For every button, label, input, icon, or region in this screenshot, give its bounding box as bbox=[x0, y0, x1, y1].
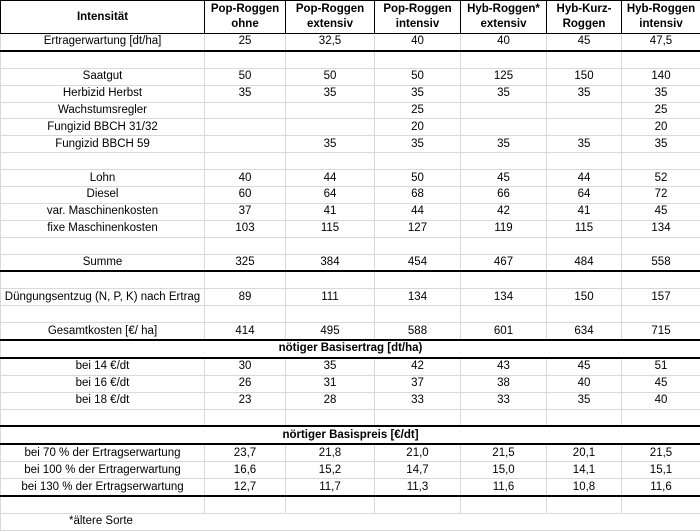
cell-value: 35 bbox=[547, 136, 622, 153]
table-row bbox=[1, 358, 700, 375]
cell-value bbox=[205, 153, 286, 170]
row-label: Wachstumsregler bbox=[1, 102, 205, 119]
cell-value bbox=[461, 51, 547, 68]
cell-value: 20 bbox=[375, 119, 461, 136]
cell-value bbox=[286, 409, 375, 426]
row-label bbox=[1, 306, 205, 323]
cell-value: 20 bbox=[622, 119, 700, 136]
cell-value: 35 bbox=[375, 85, 461, 102]
cell-value bbox=[547, 271, 622, 288]
cell-value bbox=[622, 306, 700, 323]
table-row bbox=[1, 323, 700, 340]
cell-value: 21,8 bbox=[286, 444, 375, 461]
cell-value: 14,1 bbox=[547, 462, 622, 479]
row-label: bei 18 €/dt bbox=[1, 392, 205, 409]
cell-value: 414 bbox=[205, 323, 286, 340]
cell-value bbox=[547, 153, 622, 170]
row-label: Düngungsentzug (N, P, K) nach Ertrag bbox=[1, 289, 205, 306]
header-row bbox=[1, 1, 700, 34]
cell-value bbox=[622, 51, 700, 68]
cell-value: 134 bbox=[375, 289, 461, 306]
cell-value: 25 bbox=[375, 102, 461, 119]
cell-value: 50 bbox=[375, 68, 461, 85]
cell-value: 10,8 bbox=[547, 479, 622, 496]
cell-value: 558 bbox=[622, 254, 700, 271]
row-label: Ertragerwartung [dt/ha] bbox=[1, 34, 205, 51]
cell-value: 21,5 bbox=[622, 444, 700, 461]
footnote: *ältere Sorte bbox=[1, 513, 700, 530]
cell-value: 11,6 bbox=[622, 479, 700, 496]
cell-value: 32,5 bbox=[286, 34, 375, 51]
table-row bbox=[1, 51, 700, 68]
section-row bbox=[1, 426, 700, 444]
cell-value: 325 bbox=[205, 254, 286, 271]
cell-value: 454 bbox=[375, 254, 461, 271]
cell-value bbox=[286, 306, 375, 323]
cell-value: 125 bbox=[461, 68, 547, 85]
section-heading: nötiger Basisertrag [dt/ha) bbox=[1, 340, 700, 358]
table-row bbox=[1, 289, 700, 306]
cell-value: 157 bbox=[622, 289, 700, 306]
row-label: bei 14 €/dt bbox=[1, 358, 205, 375]
cell-value bbox=[205, 237, 286, 254]
cell-value: 42 bbox=[375, 358, 461, 375]
cell-value: 44 bbox=[375, 203, 461, 220]
cell-value: 45 bbox=[547, 358, 622, 375]
header-col-5: Hyb-Kurz- Roggen bbox=[547, 1, 622, 34]
cell-value bbox=[461, 496, 547, 513]
cell-value: 31 bbox=[286, 375, 375, 392]
cell-value: 42 bbox=[461, 203, 547, 220]
cell-value bbox=[547, 102, 622, 119]
row-label: bei 16 €/dt bbox=[1, 375, 205, 392]
table-row bbox=[1, 254, 700, 271]
cell-value bbox=[205, 102, 286, 119]
table-row bbox=[1, 153, 700, 170]
row-label: bei 100 % der Ertragerwartung bbox=[1, 462, 205, 479]
cell-value: 41 bbox=[286, 203, 375, 220]
row-label: Diesel bbox=[1, 187, 205, 204]
table-row bbox=[1, 444, 700, 461]
cell-value bbox=[547, 496, 622, 513]
row-label: Fungizid BBCH 31/32 bbox=[1, 119, 205, 136]
cell-value: 44 bbox=[547, 170, 622, 187]
cell-value bbox=[286, 119, 375, 136]
cell-value: 64 bbox=[286, 187, 375, 204]
row-label bbox=[1, 51, 205, 68]
cell-value: 35 bbox=[286, 358, 375, 375]
cell-value: 35 bbox=[622, 85, 700, 102]
cell-value: 119 bbox=[461, 220, 547, 237]
cell-value: 72 bbox=[622, 187, 700, 204]
cell-value bbox=[375, 237, 461, 254]
cell-value bbox=[461, 306, 547, 323]
cell-value bbox=[461, 237, 547, 254]
cell-value: 150 bbox=[547, 68, 622, 85]
cell-value bbox=[461, 119, 547, 136]
row-label: bei 130 % der Ertragserwartung bbox=[1, 479, 205, 496]
cell-value: 68 bbox=[375, 187, 461, 204]
cell-value: 20,1 bbox=[547, 444, 622, 461]
cell-value: 150 bbox=[547, 289, 622, 306]
table-row bbox=[1, 375, 700, 392]
cell-value bbox=[375, 51, 461, 68]
cell-value: 66 bbox=[461, 187, 547, 204]
cell-value: 64 bbox=[547, 187, 622, 204]
table-row bbox=[1, 85, 700, 102]
cell-value: 134 bbox=[461, 289, 547, 306]
cell-value: 134 bbox=[622, 220, 700, 237]
cell-value bbox=[375, 409, 461, 426]
cell-value: 45 bbox=[547, 34, 622, 51]
cell-value: 43 bbox=[461, 358, 547, 375]
cell-value bbox=[547, 237, 622, 254]
table-row bbox=[1, 136, 700, 153]
cell-value: 35 bbox=[461, 85, 547, 102]
cell-value bbox=[286, 496, 375, 513]
cell-value bbox=[286, 102, 375, 119]
cell-value: 115 bbox=[286, 220, 375, 237]
cell-value bbox=[622, 409, 700, 426]
cell-value: 37 bbox=[375, 375, 461, 392]
cell-value: 40 bbox=[622, 392, 700, 409]
table-row bbox=[1, 271, 700, 288]
row-label: Saatgut bbox=[1, 68, 205, 85]
cell-value: 50 bbox=[375, 170, 461, 187]
cell-value: 111 bbox=[286, 289, 375, 306]
cell-value bbox=[461, 102, 547, 119]
header-col-2: Pop-Roggen extensiv bbox=[286, 1, 375, 34]
table-row bbox=[1, 392, 700, 409]
table-row bbox=[1, 102, 700, 119]
table-row bbox=[1, 34, 700, 51]
cell-value: 467 bbox=[461, 254, 547, 271]
cell-value: 35 bbox=[286, 85, 375, 102]
cell-value: 33 bbox=[461, 392, 547, 409]
table-row bbox=[1, 119, 700, 136]
section-row bbox=[1, 340, 700, 358]
cell-value: 33 bbox=[375, 392, 461, 409]
section-heading: nörtiger Basispreis [€/dt] bbox=[1, 426, 700, 444]
table-row bbox=[1, 479, 700, 496]
cell-value bbox=[461, 271, 547, 288]
cell-value: 47,5 bbox=[622, 34, 700, 51]
cell-value: 60 bbox=[205, 187, 286, 204]
cell-value: 38 bbox=[461, 375, 547, 392]
cell-value: 115 bbox=[547, 220, 622, 237]
cell-value: 12,7 bbox=[205, 479, 286, 496]
cell-value: 28 bbox=[286, 392, 375, 409]
cell-value bbox=[205, 271, 286, 288]
cell-value: 35 bbox=[547, 85, 622, 102]
cell-value bbox=[286, 153, 375, 170]
cell-value: 103 bbox=[205, 220, 286, 237]
row-label: Herbizid Herbst bbox=[1, 85, 205, 102]
table-row bbox=[1, 187, 700, 204]
row-label: Fungizid BBCH 59 bbox=[1, 136, 205, 153]
cell-value: 127 bbox=[375, 220, 461, 237]
cell-value bbox=[547, 119, 622, 136]
cell-value: 384 bbox=[286, 254, 375, 271]
row-label bbox=[1, 409, 205, 426]
cell-value bbox=[205, 409, 286, 426]
cell-value: 50 bbox=[286, 68, 375, 85]
table-body bbox=[1, 1, 700, 531]
cell-value: 634 bbox=[547, 323, 622, 340]
cell-value: 40 bbox=[375, 34, 461, 51]
header-col-1: Pop-Roggen ohne bbox=[205, 1, 286, 34]
cell-value: 588 bbox=[375, 323, 461, 340]
cell-value bbox=[205, 119, 286, 136]
cell-value: 51 bbox=[622, 358, 700, 375]
table-row bbox=[1, 68, 700, 85]
cell-value: 601 bbox=[461, 323, 547, 340]
cell-value: 11,3 bbox=[375, 479, 461, 496]
cell-value bbox=[461, 409, 547, 426]
cell-value: 484 bbox=[547, 254, 622, 271]
cell-value: 89 bbox=[205, 289, 286, 306]
cell-value: 16,6 bbox=[205, 462, 286, 479]
cell-value bbox=[205, 136, 286, 153]
cell-value bbox=[622, 237, 700, 254]
footnote-row bbox=[1, 513, 700, 530]
cell-value: 30 bbox=[205, 358, 286, 375]
cell-value: 40 bbox=[547, 375, 622, 392]
table-row bbox=[1, 409, 700, 426]
cell-value: 25 bbox=[622, 102, 700, 119]
cell-value: 11,7 bbox=[286, 479, 375, 496]
cell-value: 50 bbox=[205, 68, 286, 85]
cell-value: 140 bbox=[622, 68, 700, 85]
table-row bbox=[1, 203, 700, 220]
cell-value: 715 bbox=[622, 323, 700, 340]
cell-value: 23,7 bbox=[205, 444, 286, 461]
row-label: Lohn bbox=[1, 170, 205, 187]
cell-value: 35 bbox=[622, 136, 700, 153]
cell-value bbox=[375, 271, 461, 288]
cell-value: 45 bbox=[622, 375, 700, 392]
cell-value: 45 bbox=[461, 170, 547, 187]
cell-value bbox=[286, 271, 375, 288]
cell-value bbox=[286, 51, 375, 68]
cell-value bbox=[622, 153, 700, 170]
cell-value: 25 bbox=[205, 34, 286, 51]
cell-value bbox=[205, 51, 286, 68]
cell-value bbox=[375, 153, 461, 170]
cell-value: 35 bbox=[286, 136, 375, 153]
cell-value: 15,2 bbox=[286, 462, 375, 479]
cell-value: 23 bbox=[205, 392, 286, 409]
cell-value: 35 bbox=[205, 85, 286, 102]
cell-value: 44 bbox=[286, 170, 375, 187]
row-label: Gesamtkosten [€/ ha] bbox=[1, 323, 205, 340]
cell-value: 495 bbox=[286, 323, 375, 340]
header-col-4: Hyb-Roggen* extensiv bbox=[461, 1, 547, 34]
cell-value: 41 bbox=[547, 203, 622, 220]
table-row bbox=[1, 306, 700, 323]
cell-value bbox=[286, 237, 375, 254]
cell-value: 11,6 bbox=[461, 479, 547, 496]
row-label: bei 70 % der Ertragserwartung bbox=[1, 444, 205, 461]
header-intensitaet: Intensität bbox=[1, 1, 205, 34]
cell-value: 40 bbox=[205, 170, 286, 187]
cell-value bbox=[205, 496, 286, 513]
row-label: var. Maschinenkosten bbox=[1, 203, 205, 220]
cell-value bbox=[622, 496, 700, 513]
row-label: fixe Maschinenkosten bbox=[1, 220, 205, 237]
row-label bbox=[1, 237, 205, 254]
cell-value: 14,7 bbox=[375, 462, 461, 479]
cell-value bbox=[205, 306, 286, 323]
cell-value bbox=[622, 271, 700, 288]
cell-value bbox=[461, 153, 547, 170]
cell-value: 45 bbox=[622, 203, 700, 220]
cell-value: 21,0 bbox=[375, 444, 461, 461]
cell-value bbox=[547, 51, 622, 68]
cell-value: 26 bbox=[205, 375, 286, 392]
cell-value: 35 bbox=[547, 392, 622, 409]
cell-value: 40 bbox=[461, 34, 547, 51]
row-label bbox=[1, 496, 205, 513]
header-col-6: Hyb-Roggen intensiv bbox=[622, 1, 700, 34]
cell-value: 52 bbox=[622, 170, 700, 187]
cell-value: 15,0 bbox=[461, 462, 547, 479]
table-row bbox=[1, 220, 700, 237]
table-row bbox=[1, 170, 700, 187]
cell-value: 35 bbox=[461, 136, 547, 153]
cell-value bbox=[375, 496, 461, 513]
row-label: Summe bbox=[1, 254, 205, 271]
cell-value bbox=[547, 306, 622, 323]
cell-value: 37 bbox=[205, 203, 286, 220]
table-row bbox=[1, 237, 700, 254]
cell-value: 35 bbox=[375, 136, 461, 153]
cell-value bbox=[547, 409, 622, 426]
cell-value: 21,5 bbox=[461, 444, 547, 461]
row-label bbox=[1, 271, 205, 288]
cell-value bbox=[375, 306, 461, 323]
header-col-3: Pop-Roggen intensiv bbox=[375, 1, 461, 34]
table-row bbox=[1, 496, 700, 513]
cell-value: 15,1 bbox=[622, 462, 700, 479]
row-label bbox=[1, 153, 205, 170]
table-row bbox=[1, 462, 700, 479]
